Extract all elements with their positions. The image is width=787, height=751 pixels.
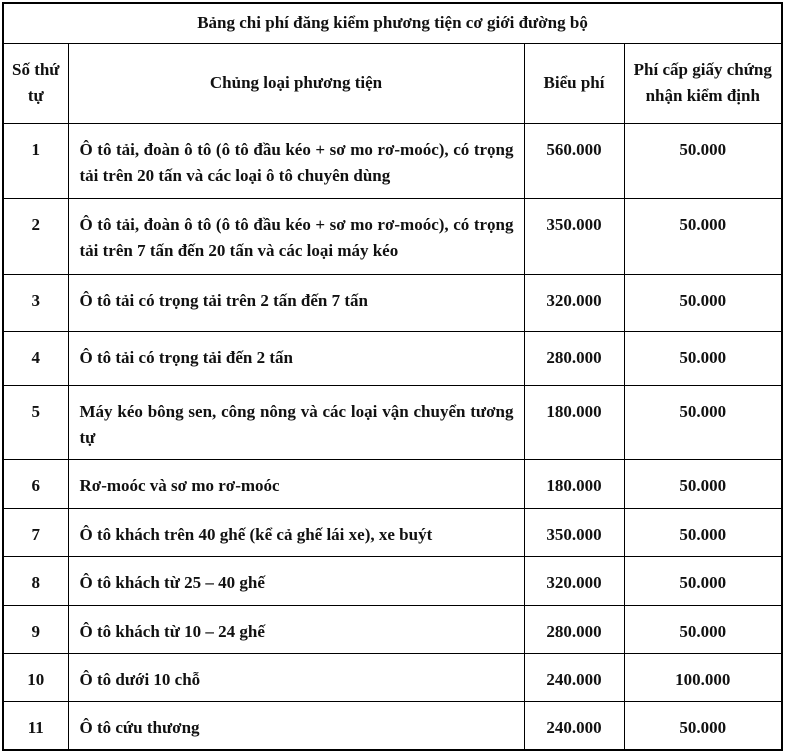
category-cell: Ô tô khách trên 40 ghế (kể cả ghế lái xe), xe buýt xyxy=(68,508,524,556)
table-row xyxy=(3,556,782,605)
category-cell: Ô tô tải, đoàn ô tô (ô tô đầu kéo + sơ mo rơ-moóc), có trọng tải trên 20 tấn và các loại ô tô chuyên dùng xyxy=(68,123,524,198)
table-row xyxy=(3,198,782,274)
category-cell: Ô tô tải có trọng tải trên 2 tấn đến 7 tấn xyxy=(68,274,524,331)
fee-table xyxy=(2,2,783,751)
category-cell: Rơ-moóc và sơ mo rơ-moóc xyxy=(68,459,524,508)
category-cell: Ô tô cứu thương xyxy=(68,701,524,750)
cert-fee-cell: 50.000 xyxy=(624,556,782,605)
cert-fee-cell: 50.000 xyxy=(624,198,782,274)
category-cell: Ô tô tải có trọng tải đến 2 tấn xyxy=(68,331,524,385)
cert-fee-cell: 50.000 xyxy=(624,508,782,556)
row-number-cell: 2 xyxy=(3,198,68,274)
cert-fee-cell: 50.000 xyxy=(624,605,782,653)
table-row xyxy=(3,653,782,701)
table-row xyxy=(3,274,782,331)
table-row xyxy=(3,508,782,556)
cert-fee-cell: 50.000 xyxy=(624,331,782,385)
table-title-row xyxy=(3,3,782,43)
row-number-cell: 6 xyxy=(3,459,68,508)
cert-fee-cell: 50.000 xyxy=(624,459,782,508)
fee-cell: 240.000 xyxy=(524,653,624,701)
row-number-cell: 9 xyxy=(3,605,68,653)
table-row xyxy=(3,605,782,653)
row-number-cell: 3 xyxy=(3,274,68,331)
table-row xyxy=(3,701,782,750)
fee-cell: 240.000 xyxy=(524,701,624,750)
cert-fee-cell: 50.000 xyxy=(624,274,782,331)
row-number-cell: 10 xyxy=(3,653,68,701)
fee-cell: 320.000 xyxy=(524,274,624,331)
row-number-cell: 4 xyxy=(3,331,68,385)
row-number-cell: 5 xyxy=(3,385,68,459)
table-row xyxy=(3,123,782,198)
fee-cell: 180.000 xyxy=(524,459,624,508)
fee-cell: 320.000 xyxy=(524,556,624,605)
column-header-stt: Số thứ tự xyxy=(3,43,68,123)
row-number-cell: 8 xyxy=(3,556,68,605)
fee-cell: 350.000 xyxy=(524,198,624,274)
cert-fee-cell: 50.000 xyxy=(624,701,782,750)
fee-cell: 180.000 xyxy=(524,385,624,459)
table-header-row xyxy=(3,43,782,123)
category-cell: Ô tô tải, đoàn ô tô (ô tô đầu kéo + sơ mo rơ-moóc), có trọng tải trên 7 tấn đến 20 tấn và các loại máy kéo xyxy=(68,198,524,274)
column-header-cert-fee: Phí cấp giấy chứng nhận kiểm định xyxy=(624,43,782,123)
category-cell: Máy kéo bông sen, công nông và các loại vận chuyển tương tự xyxy=(68,385,524,459)
fee-cell: 280.000 xyxy=(524,331,624,385)
table-row xyxy=(3,385,782,459)
table-title: Bảng chi phí đăng kiểm phương tiện cơ giới đường bộ xyxy=(3,3,782,43)
cert-fee-cell: 50.000 xyxy=(624,385,782,459)
row-number-cell: 1 xyxy=(3,123,68,198)
fee-cell: 350.000 xyxy=(524,508,624,556)
column-header-fee: Biểu phí xyxy=(524,43,624,123)
category-cell: Ô tô khách từ 10 – 24 ghế xyxy=(68,605,524,653)
table-row xyxy=(3,331,782,385)
category-cell: Ô tô dưới 10 chỗ xyxy=(68,653,524,701)
cert-fee-cell: 50.000 xyxy=(624,123,782,198)
fee-cell: 560.000 xyxy=(524,123,624,198)
cert-fee-cell: 100.000 xyxy=(624,653,782,701)
row-number-cell: 11 xyxy=(3,701,68,750)
fee-cell: 280.000 xyxy=(524,605,624,653)
column-header-category: Chủng loại phương tiện xyxy=(68,43,524,123)
row-number-cell: 7 xyxy=(3,508,68,556)
category-cell: Ô tô khách từ 25 – 40 ghế xyxy=(68,556,524,605)
table-row xyxy=(3,459,782,508)
